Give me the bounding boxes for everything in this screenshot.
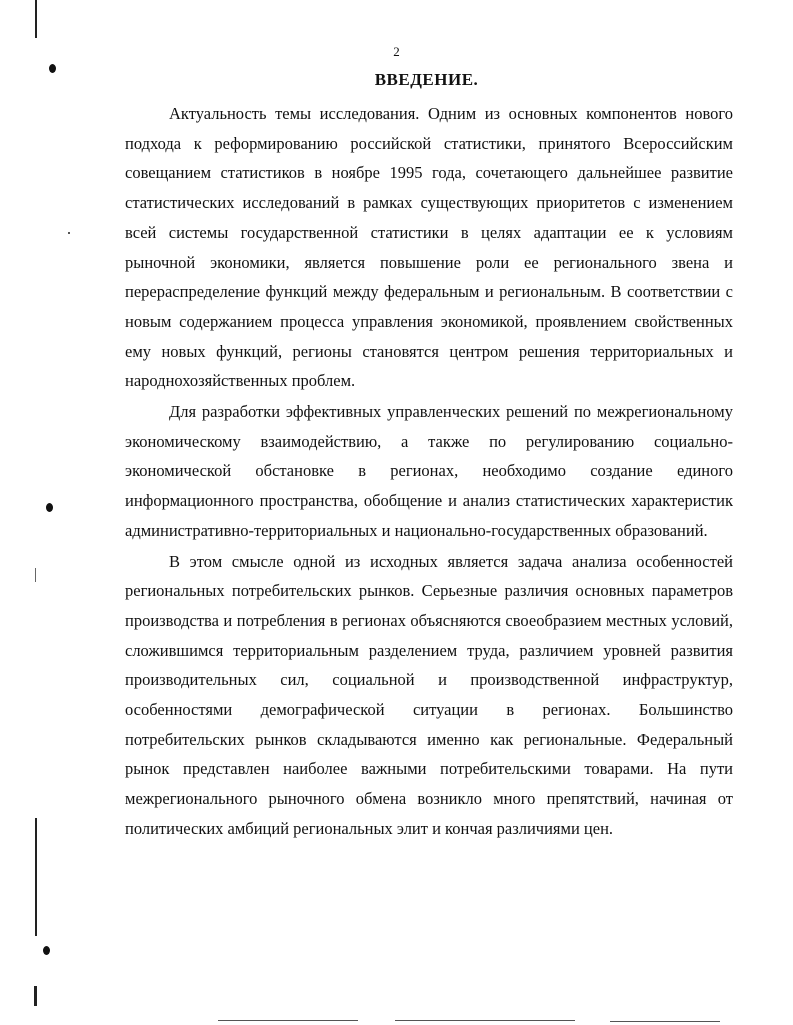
binder-hole-mark [46,503,53,512]
paragraph-relevance: Актуальность темы исследования. Одним из основных компонентов нового подхода к реформированию российской статистики, принятого Всероссийским совещанием статистиков в ноябре 1995 года, сочетающего дальнейшее развитие статистических исследований в рамках существующих приоритетов с изменением всей системы государственной статистики в целях адаптации ее к условиям рыночной экономики, является повышение роли ее регионального звена и перераспределение функций между федеральным и региональным. В соответствии с новым содержанием процесса управления экономикой, проявлением свойственных ему новых функций, регионы становятся центром решения территориальных и народнохозяйственных проблем. [125,104,733,391]
body-text [125,99,733,844]
scan-edge-line-bottom [34,986,37,1006]
scan-edge-line-top [35,0,37,38]
scan-edge-line-middle [35,568,36,582]
scan-edge-line-lower [35,818,37,936]
section-title: ВВЕДЕНИЕ. [374,70,479,89]
binder-hole-mark [43,946,50,955]
scan-bottom-line [218,1020,358,1021]
scan-bottom-line [610,1021,720,1022]
scan-bottom-line [395,1020,575,1021]
page-number: 2 [393,44,400,59]
paragraph-regional-markets: В этом смысле одной из исходных является задача анализа особенностей региональных потребительских рынков. Серьезные различия основных параметров производства и потребления в регионах объясняются своеобразием местных условий, сложившимся территориальным разделением труда, различием уровней развития производительных сил, социальной и производственной инфраструктур, особенностями демографической ситуации в регионах. Большинство потребительских рынков складываются именно как региональные. Федеральный рынок представлен наиболее важными потребительскими товарами. На пути межрегионального рыночного обмена возникло много препятствий, начиная от политических амбиций региональных элит и кончая различиями цен. [125,551,733,838]
paragraph-information-space: Для разработки эффективных управленческих решений по межрегиональному экономическому взаимодействию, а также по регулированию социально-экономической обстановке в регионах, необходимо создание единого информационного пространства, обобщение и анализ статистических характеристик административно-территориальных и национально-государственных образований. [125,402,733,540]
scan-speck [68,232,70,234]
